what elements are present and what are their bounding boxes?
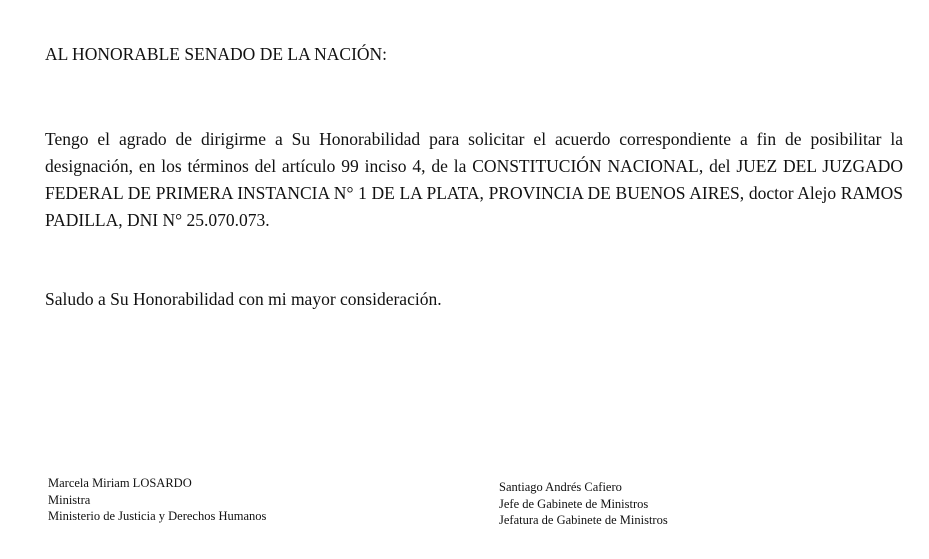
signatory-name: Marcela Miriam LOSARDO: [48, 476, 192, 490]
signatory-role: Ministra: [48, 492, 91, 507]
signatory-name: Santiago Andrés Cafiero: [499, 480, 622, 494]
signature-block-right: [499, 479, 668, 529]
body-paragraph: Tengo el agrado de dirigirme a Su Honorabilidad para solicitar el acuerdo correspondiente a fin de posibilitar la designación, en los términos del artículo 99 inciso 4, de la CONSTITUCIÓN NACIONAL, del JUEZ DEL JUZGADO FEDERAL DE PRIMERA INSTANCIA N° 1 DE LA PLATA, PROVINCIA DE BUENOS AIRES, doctor Alejo RAMOS PADILLA, DNI N° 25.070.073.: [45, 129, 903, 230]
signature-block-left: [48, 475, 266, 525]
addressee-heading: AL HONORABLE SENADO DE LA NACIÓN:: [45, 44, 388, 64]
signatory-office: Ministerio de Justicia y Derechos Humanos: [48, 509, 267, 523]
signatory-role: Jefe de Gabinete de Ministros: [499, 496, 649, 511]
signatory-office: Jefatura de Gabinete de Ministros: [499, 513, 668, 527]
closing-line: Saludo a Su Honorabilidad con mi mayor consideración.: [45, 289, 442, 309]
